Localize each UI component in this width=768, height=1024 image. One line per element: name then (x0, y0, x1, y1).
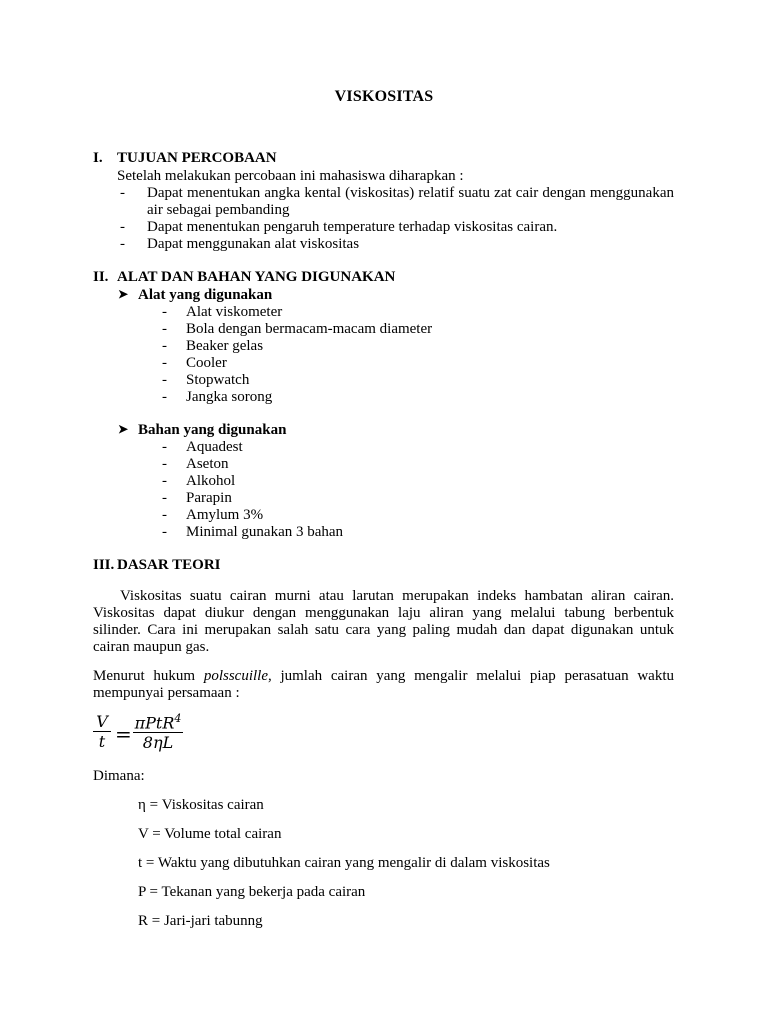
bullet-dash: - (162, 507, 167, 523)
bullet-dash: - (162, 456, 167, 472)
tool-item: Stopwatch (186, 372, 250, 388)
rhs-fraction (133, 712, 183, 752)
bullet-dash: - (120, 185, 125, 201)
tools-heading-label: Alat yang digunakan (138, 287, 273, 303)
bullet-dash: - (162, 473, 167, 489)
section-2-number: II. (93, 269, 109, 285)
bullet-dash: - (162, 355, 167, 371)
bullet-dash: - (162, 389, 167, 405)
lhs-denominator: t (98, 732, 106, 751)
materials-heading (118, 422, 286, 439)
para2-text-after: , jumlah cairan yang mengalir melalui piap perasatuan waktu mempunyai persamaan : (93, 668, 675, 701)
rhs-denominator: 8ηL (142, 733, 174, 753)
para2-text-before: Menurut hukum (93, 668, 204, 684)
section-1-intro: Setelah melakukan percobaan ini mahasiswa diharapkan : (117, 168, 464, 184)
bullet-dash: - (120, 219, 125, 235)
tool-item: Jangka sorong (186, 389, 273, 405)
tools-heading (118, 287, 272, 304)
arrow-bullet-icon: ➤ (118, 287, 129, 301)
variable-definition: t = Waktu yang dibutuhkan cairan yang mengalir di dalam viskositas (138, 855, 550, 871)
section-1-heading (93, 150, 277, 167)
para2-italic-term: polsscuille (203, 668, 268, 684)
objective-item-1: Dapat menentukan angka kental (viskositas) relatif suatu zat cair dengan menggunakan air sebagai pembanding (147, 185, 674, 218)
bullet-dash: - (162, 304, 167, 320)
tool-item: Cooler (186, 355, 227, 371)
variable-definition: P = Tekanan yang bekerja pada cairan (138, 884, 366, 900)
material-item: Aseton (186, 456, 229, 472)
tool-item: Alat viskometer (186, 304, 283, 320)
section-3-heading (93, 557, 221, 574)
tool-item: Beaker gelas (186, 338, 264, 354)
lhs-numerator: V (96, 712, 108, 731)
rhs-numerator-exponent: 4 (174, 712, 182, 725)
section-2-heading (93, 269, 395, 286)
material-item: Minimal gunakan 3 bahan (186, 524, 344, 540)
bullet-dash: - (162, 439, 167, 455)
section-2-title: ALAT DAN BAHAN YANG DIGUNAKAN (117, 269, 396, 285)
section-3-number: III. (93, 557, 115, 573)
bullet-dash: - (162, 338, 167, 354)
equals-sign: = (115, 722, 132, 746)
variable-definition: V = Volume total cairan (138, 826, 282, 842)
rhs-numerator (135, 712, 182, 732)
lhs-fraction (93, 712, 111, 751)
bullet-dash: - (162, 490, 167, 506)
material-item: Parapin (186, 490, 232, 506)
rhs-numerator-main: πPtR (134, 713, 175, 733)
arrow-bullet-icon: ➤ (118, 422, 129, 436)
theory-paragraph-2 (93, 668, 674, 702)
section-1-title: TUJUAN PERCOBAAN (117, 150, 277, 166)
variable-definition: η = Viskositas cairan (138, 797, 264, 813)
bullet-dash: - (162, 524, 167, 540)
poiseuille-formula (93, 712, 213, 760)
material-item: Amylum 3% (186, 507, 264, 523)
theory-paragraph-1: Viskositas suatu cairan murni atau larutan merupakan indeks hambatan aliran cairan. Viskositas dapat diukur dengan menggunakan laju aliran yang melalui tabung berbentuk silinder. Cara ini merupakan salah satu cara yang paling mudah dan dapat digunakan untuk cairan maupun gas. (93, 588, 674, 655)
variable-definition: R = Jari-jari tabunng (138, 913, 263, 929)
objective-item-3: Dapat menggunakan alat viskositas (147, 236, 360, 252)
bullet-dash: - (120, 236, 125, 252)
section-3-title: DASAR TEORI (117, 557, 221, 573)
materials-heading-label: Bahan yang digunakan (138, 422, 287, 438)
objective-item-2: Dapat menentukan pengaruh temperature terhadap viskositas cairan. (147, 219, 558, 235)
bullet-dash: - (162, 321, 167, 337)
document-title: VISKOSITAS (334, 88, 434, 105)
material-item: Alkohol (186, 473, 236, 489)
section-1-number: I. (93, 150, 103, 166)
dimana-label: Dimana: (93, 768, 145, 784)
material-item: Aquadest (186, 439, 243, 455)
bullet-dash: - (162, 372, 167, 388)
tool-item: Bola dengan bermacam-macam diameter (186, 321, 433, 337)
